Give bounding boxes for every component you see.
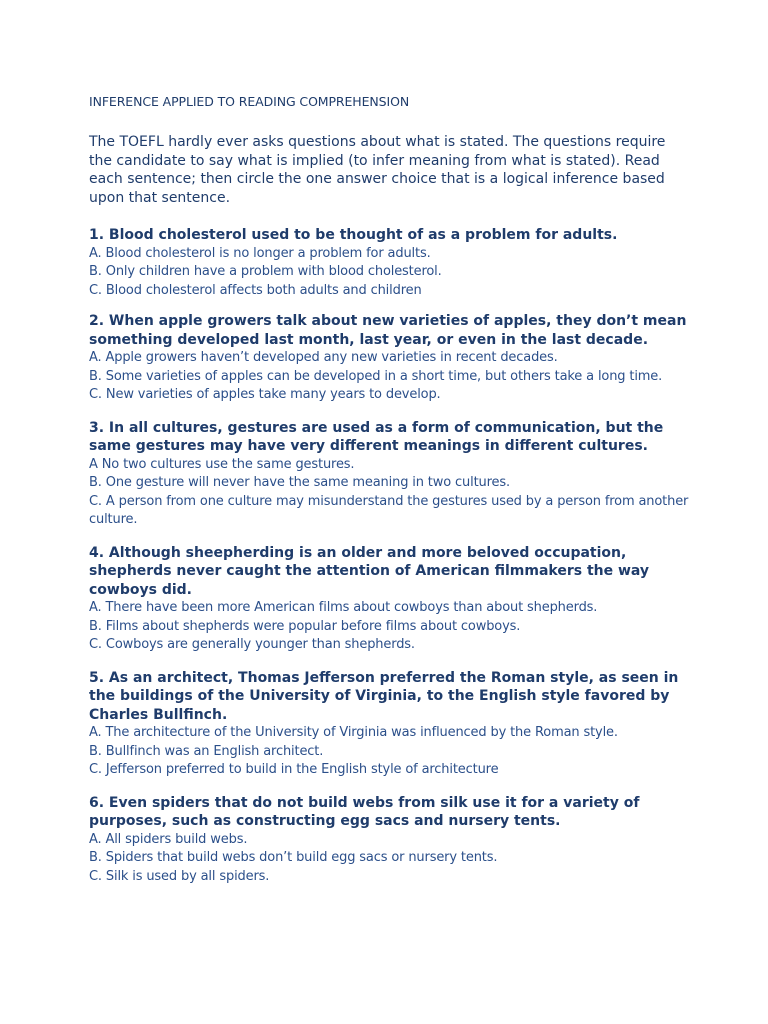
answer-choice-b: B. Films about shepherds were popular before films about cowboys. (89, 618, 521, 634)
question-5 (89, 669, 689, 780)
question-text: 2. When apple growers talk about new varieties of apples, they don’t mean something developed last month, last year, or even in the last decade. (89, 313, 687, 348)
question-1 (89, 226, 689, 300)
question-text: 6. Even spiders that do not build webs from silk use it for a variety of purposes, such as constructing egg sacs and nursery tents. (89, 794, 640, 829)
answer-choice-b: B. Spiders that build webs don’t build egg sacs or nursery tents. (89, 850, 498, 865)
answer-choice-c: C. A person from one culture may misunderstand the gestures used by a person from another culture. (89, 493, 689, 527)
answer-choice-b: B. Bullfinch was an English architect. (89, 743, 324, 759)
answer-choice-b: B. Some varieties of apples can be developed in a short time, but others take a long time. (89, 368, 663, 384)
answer-choice-c: C. Jefferson preferred to build in the English style of architecture (89, 762, 499, 777)
document-title: INFERENCE APPLIED TO READING COMPREHENSION (89, 94, 410, 109)
answer-choice-b: B. One gesture will never have the same meaning in two cultures. (89, 475, 510, 490)
question-text: 3. In all cultures, gestures are used as a form of communication, but the same gestures may have very different meanings in different cultures. (89, 419, 664, 454)
question-text: 1. Blood cholesterol used to be thought of as a problem for adults. (89, 227, 618, 243)
question-4 (89, 544, 689, 655)
answer-choice-a: A. Blood cholesterol is no longer a problem for adults. (89, 245, 431, 261)
answer-choice-a: A. The architecture of the University of Virginia was influenced by the Roman style. (89, 725, 618, 740)
answer-choice-c: C. Blood cholesterol affects both adults and children (89, 282, 422, 298)
question-text: 5. As an architect, Thomas Jefferson preferred the Roman style, as seen in the buildings of the University of Virginia, to the English style favored by Charles Bullfinch. (89, 669, 679, 723)
answer-choice-a: A. Apple growers haven’t developed any new varieties in recent decades. (89, 350, 558, 365)
question-6 (89, 794, 689, 887)
intro-paragraph: The TOEFL hardly ever asks questions about what is stated. The questions require the candidate to say what is implied (to infer meaning from what is stated). Read each sentence; then circle the one answer choice that is a logical inference based upon that sentence. (89, 134, 666, 206)
answer-choice-c: C. Silk is used by all spiders. (89, 868, 270, 884)
answer-choice-a: A. All spiders build webs. (89, 831, 248, 847)
question-2 (89, 312, 689, 405)
answer-choice-a: A. There have been more American films about cowboys than about shepherds. (89, 600, 598, 615)
document-content (89, 93, 689, 899)
question-3 (89, 419, 689, 530)
answer-choice-a: A No two cultures use the same gestures. (89, 456, 355, 472)
answer-choice-c: C. New varieties of apples take many years to develop. (89, 387, 441, 402)
answer-choice-b: B. Only children have a problem with blood cholesterol. (89, 264, 442, 279)
question-text: 4. Although sheepherding is an older and more beloved occupation, shepherds never caught the attention of American filmmakers the way cowboys did. (89, 544, 650, 598)
answer-choice-c: C. Cowboys are generally younger than shepherds. (89, 637, 415, 652)
